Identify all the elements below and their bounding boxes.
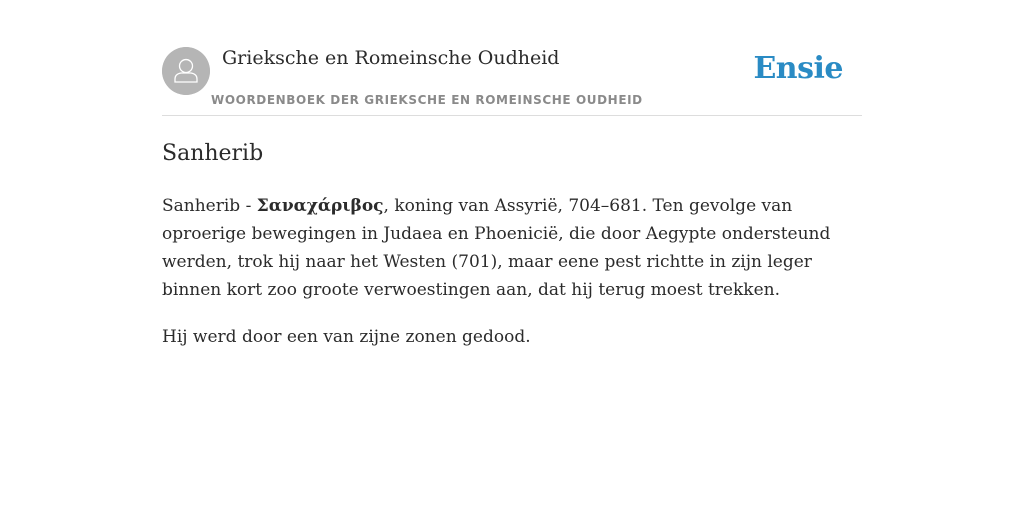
dictionary-subtitle[interactable]: WOORDENBOEK DER GRIEKSCHE EN ROMEINSCHE OUDHEID	[211, 93, 643, 107]
paragraph-body: , koning van Assyrië, 704–681. Ten gevolge van oproerige bewegingen in Judaea en Phoenicië, die door Aegypte ondersteund werden, trok hij naar het Westen (701), maar eene pest richtte in zijn leger binnen kort zoo groote verwoestingen aan, dat hij terug moest trekken.	[162, 196, 831, 300]
author-name[interactable]: Grieksche en Romeinsche Oudheid	[222, 47, 560, 69]
user-avatar-icon	[162, 47, 210, 95]
article-paragraph	[162, 192, 832, 304]
article-title: Sanherib	[162, 141, 264, 166]
article-paragraph-2: Hij werd door een van zijne zonen gedood.	[162, 327, 531, 347]
ensie-logo[interactable]: Ensie	[753, 51, 843, 86]
header	[162, 46, 862, 116]
avatar[interactable]	[162, 47, 210, 95]
article	[162, 138, 862, 351]
greek-name: Σαναχάριβος	[256, 196, 384, 216]
paragraph-lead: Sanherib -	[162, 196, 257, 216]
